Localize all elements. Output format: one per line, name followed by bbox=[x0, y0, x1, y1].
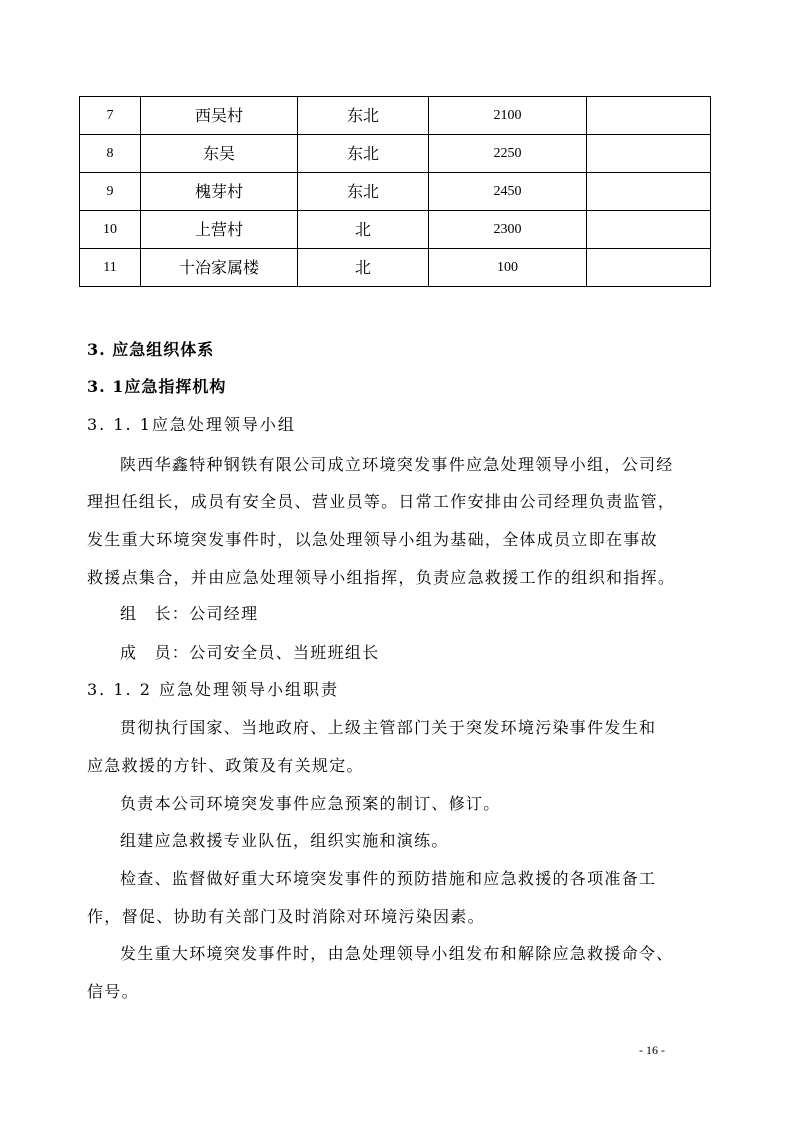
paragraph-line: 陕西华鑫特种钢铁有限公司成立环境突发事件应急处理领导小组，公司经 bbox=[120, 455, 674, 474]
direction: 北 bbox=[298, 211, 429, 249]
distance: 2250 bbox=[429, 135, 587, 173]
subsection-heading: 3. 1应急指挥机构 bbox=[87, 377, 227, 396]
distance: 2100 bbox=[429, 97, 587, 135]
row-number: 7 bbox=[80, 97, 141, 135]
note bbox=[587, 135, 711, 173]
paragraph-line: 发生重大环境突发事件时，由急处理领导小组发布和解除应急救援命令、 bbox=[120, 944, 674, 963]
note bbox=[587, 249, 711, 287]
village-name: 槐芽村 bbox=[141, 173, 298, 211]
note bbox=[587, 97, 711, 135]
direction: 东北 bbox=[298, 97, 429, 135]
distance: 2300 bbox=[429, 211, 587, 249]
paragraph-line: 发生重大环境突发事件时，以急处理领导小组为基础，全体成员立即在事故 bbox=[87, 530, 658, 549]
group-leader: 组 长：公司经理 bbox=[120, 604, 259, 623]
paragraph-line: 理担任组长，成员有安全员、营业员等。日常工作安排由公司经理负责监管， bbox=[87, 492, 676, 511]
row-number: 9 bbox=[80, 173, 141, 211]
distance: 2450 bbox=[429, 173, 587, 211]
subsubsection-heading: 3. 1. 2 应急处理领导小组职责 bbox=[87, 680, 339, 699]
paragraph-line: 检查、监督做好重大环境突发事件的预防措施和应急救援的各项准备工 bbox=[120, 869, 657, 888]
table-row bbox=[80, 97, 711, 135]
village-name: 西吴村 bbox=[141, 97, 298, 135]
paragraph-line: 组建应急救援专业队伍，组织实施和演练。 bbox=[120, 831, 449, 850]
note bbox=[587, 211, 711, 249]
direction: 东北 bbox=[298, 173, 429, 211]
row-number: 11 bbox=[80, 249, 141, 287]
village-name: 十冶家属楼 bbox=[141, 249, 298, 287]
group-members: 成 员：公司安全员、当班班组长 bbox=[120, 643, 380, 662]
distance: 100 bbox=[429, 249, 587, 287]
paragraph-line: 作，督促、协助有关部门及时消除对环境污染因素。 bbox=[87, 907, 485, 926]
direction: 东北 bbox=[298, 135, 429, 173]
direction: 北 bbox=[298, 249, 429, 287]
village-name: 东吴 bbox=[141, 135, 298, 173]
table-row bbox=[80, 173, 711, 211]
paragraph-line: 救援点集合，并由应急处理领导小组指挥，负责应急救援工作的组织和指挥。 bbox=[87, 568, 676, 587]
subsubsection-heading: 3. 1. 1应急处理领导小组 bbox=[87, 415, 296, 434]
row-number: 8 bbox=[80, 135, 141, 173]
paragraph-line: 贯彻执行国家、当地政府、上级主管部门关于突发环境污染事件发生和 bbox=[120, 718, 657, 737]
paragraph-line: 应急救援的方针、政策及有关规定。 bbox=[87, 756, 364, 775]
page-number: - 16 - bbox=[639, 1043, 665, 1057]
village-name: 上营村 bbox=[141, 211, 298, 249]
section-heading: 3. 应急组织体系 bbox=[87, 340, 215, 359]
paragraph-line: 负责本公司环境突发事件应急预案的制订、修订。 bbox=[120, 794, 501, 813]
row-number: 10 bbox=[80, 211, 141, 249]
table-row bbox=[80, 135, 711, 173]
note bbox=[587, 173, 711, 211]
village-distance-table bbox=[79, 96, 711, 287]
table-row bbox=[80, 211, 711, 249]
paragraph-line: 信号。 bbox=[87, 982, 139, 1001]
table-row bbox=[80, 249, 711, 287]
